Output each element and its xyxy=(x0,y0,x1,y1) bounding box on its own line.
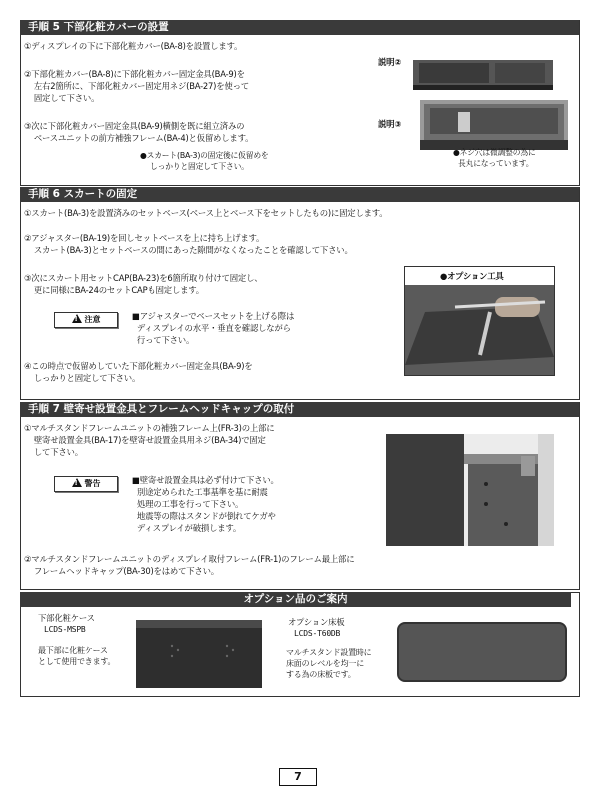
step6-caution-3: 行って下さい。 xyxy=(132,335,195,345)
warning-triangle-icon xyxy=(72,478,82,487)
step5-note-1: ●スカート(BA-3)の固定後に仮留めを xyxy=(140,151,269,160)
step5-note-2: しっかりと固定して下さい。 xyxy=(150,162,249,171)
step6-line-6: ④この時点で仮留めしていた下部化粧カバー固定金具(BA-9)を xyxy=(24,361,253,371)
warning-badge: !警告 xyxy=(54,476,118,492)
step6-caution-2: ディスプレイの水平・垂直を確認しながら xyxy=(132,323,291,333)
photo-lower-case xyxy=(132,612,266,690)
step6-line-5: 更に同様にBA-24のセットCAPも固定します。 xyxy=(24,285,204,295)
step5-line-1: ①ディスプレイの下に下部化粧カバー(BA-8)を設置します。 xyxy=(24,41,243,51)
photo-lower-cover xyxy=(405,55,558,95)
step7-warning-1: ■壁寄せ設置金具は必ず付けて下さい。 xyxy=(132,475,279,485)
step7-title: 手順 7 壁寄せ設置金具とフレームヘッドキャップの取付 xyxy=(20,402,579,417)
option2-desc-3: する為の床板です。 xyxy=(286,670,356,679)
option1-desc-1: 最下部に化粧ケース xyxy=(38,646,108,655)
caution-badge: !注意 xyxy=(54,312,118,328)
option1-code: LCDS-MSPB xyxy=(44,625,86,634)
step7-line-2: 壁寄せ設置金具(BA-17)を壁寄せ設置金具用ネジ(BA-34)で固定 xyxy=(24,435,266,445)
step5-title: 手順 5 下部化粧カバーの設置 xyxy=(20,20,579,35)
step7-warning-4: 地震等の際はスタンドが倒れてケガや xyxy=(132,511,276,521)
step5-line-5: ③次に下部化粧カバー固定金具(BA-9)横側を既に組立済みの xyxy=(24,121,245,131)
options-title: オプション品のご案内 xyxy=(20,592,571,607)
step6-line-2: ②アジャスター(BA-19)を回しセットベースを上に持ち上げます。 xyxy=(24,233,265,243)
option2-name: オプション床板 xyxy=(288,617,345,627)
step5-hole-note-1: ●ネジ穴は微調整の為に xyxy=(453,148,536,157)
step5-hole-note-2: 長丸になっています。 xyxy=(458,159,534,168)
option2-desc-2: 床面のレベルを均一に xyxy=(286,659,364,668)
step6-line-4: ③次にスカート用セットCAP(BA-23)を6箇所取り付けて固定し、 xyxy=(24,273,263,283)
step5-line-2: ②下部化粧カバー(BA-8)に下部化粧カバー固定金具(BA-9)を xyxy=(24,69,245,79)
step5-line-6: ベースユニットの前方補強フレーム(BA-4)と仮留めします。 xyxy=(24,133,254,143)
step6-caution-1: ■アジャスターでベースセットを上げる際は xyxy=(132,311,295,321)
step5-line-3: 左右2箇所に、下部化粧カバー固定用ネジ(BA-27)を使って xyxy=(24,81,249,91)
photo-option-tool xyxy=(404,266,555,376)
step6-line-3: スカート(BA-3)とセットベースの間にあった隙間がなくなったことを確認して下さい。 xyxy=(24,245,353,255)
photo-wall-bracket xyxy=(386,434,554,546)
step7-warning-5: ディスプレイが破損します。 xyxy=(132,523,242,533)
option2-desc-1: マルチスタンド設置時に xyxy=(286,648,372,657)
step7-line-5: フレームヘッドキャップ(BA-30)をはめて下さい。 xyxy=(24,566,219,576)
step7-warning-3: 処理の工事を行って下さい。 xyxy=(132,499,244,509)
warning-triangle-icon xyxy=(72,314,82,323)
step6-line-7: しっかりと固定して下さい。 xyxy=(24,373,141,383)
page-number: 7 xyxy=(279,768,317,786)
label-explanation-3: 説明③ xyxy=(378,119,402,129)
photo-bracket xyxy=(420,100,568,150)
photo-floor-board xyxy=(397,622,567,682)
option1-name: 下部化粧ケース xyxy=(38,613,95,623)
step5-line-4: 固定して下さい。 xyxy=(24,93,100,103)
label-explanation-2: 説明② xyxy=(378,57,402,67)
step7-line-3: して下さい。 xyxy=(24,447,83,457)
option1-desc-2: として使用できます。 xyxy=(38,657,116,666)
step7-line-1: ①マルチスタンドフレームユニットの補強フレーム上(FR-3)の上部に xyxy=(24,423,275,433)
step7-warning-2: 別途定められた工事基準を基に耐震 xyxy=(132,487,268,497)
step7-line-4: ②マルチスタンドフレームユニットのディスプレイ取付フレーム(FR-1)のフレーム最上部に xyxy=(24,554,355,564)
option2-code: LCDS-T60DB xyxy=(294,629,341,638)
step6-line-1: ①スカート(BA-3)を設置済みのセットベース(ベース上とベース下をセットしたもの)に固定します。 xyxy=(24,208,388,218)
step6-title: 手順 6 スカートの固定 xyxy=(20,187,579,202)
option-tool-label: ●オプション工具 xyxy=(440,271,504,281)
